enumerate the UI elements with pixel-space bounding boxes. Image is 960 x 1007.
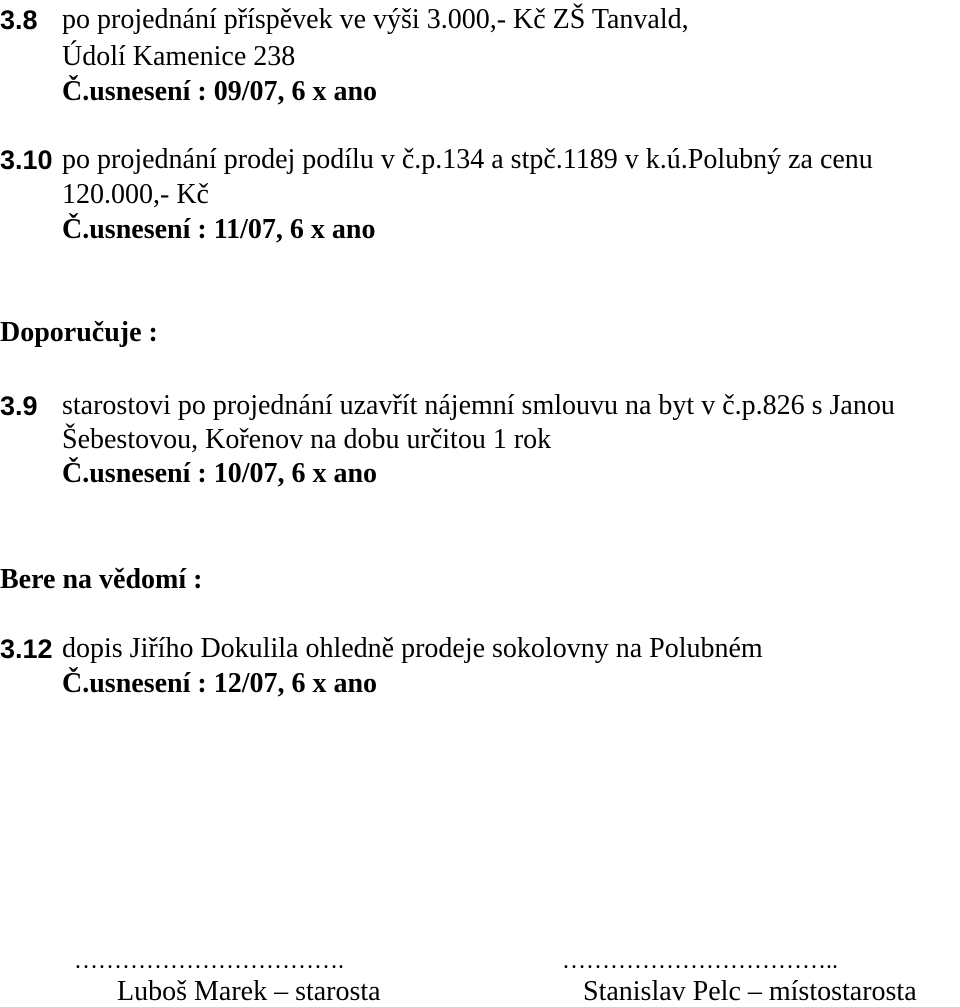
section-heading-acknowledges: Bere na vědomí : (0, 564, 203, 595)
item-3-8-line1: po projednání příspěvek ve výši 3.000,- Kč ZŠ Tanvald, (62, 4, 689, 35)
item-3-12-line1: dopis Jiřího Dokulila ohledně prodeje sokolovny na Polubném (62, 633, 763, 664)
item-3-9-line1: starostovi po projednání uzavřít nájemní smlouvu na byt v č.p.826 s Janou (62, 390, 895, 421)
item-3-12-resolution: Č.usnesení : 12/07, 6 x ano (62, 668, 378, 699)
item-3-8-resolution: Č.usnesení : 09/07, 6 x ano (62, 76, 378, 107)
signature-name-left: Luboš Marek – starosta (117, 976, 381, 1007)
item-3-10-line2: 120.000,- Kč (62, 179, 209, 210)
item-3-9-resolution: Č.usnesení : 10/07, 6 x ano (62, 458, 378, 489)
item-3-9-line2: Šebestovou, Kořenov na dobu určitou 1 rok (62, 424, 552, 455)
item-3-10-number: 3.10 (0, 145, 53, 175)
signature-name-right: Stanislav Pelc – místostarosta (583, 976, 917, 1007)
item-3-8-number: 3.8 (0, 5, 38, 35)
item-3-10-line1: po projednání prodej podílu v č.p.134 a stpč.1189 v k.ú.Polubný za cenu (62, 144, 873, 175)
signature-line-left: ……………………………. (74, 948, 344, 974)
item-3-12-number: 3.12 (0, 634, 53, 664)
item-3-10-resolution: Č.usnesení : 11/07, 6 x ano (62, 214, 376, 245)
signature-line-right: …………………………….. (562, 948, 838, 974)
item-3-8-line2: Údolí Kamenice 238 (62, 41, 296, 72)
section-heading-recommends: Doporučuje : (0, 317, 158, 348)
item-3-9-number: 3.9 (0, 391, 38, 421)
